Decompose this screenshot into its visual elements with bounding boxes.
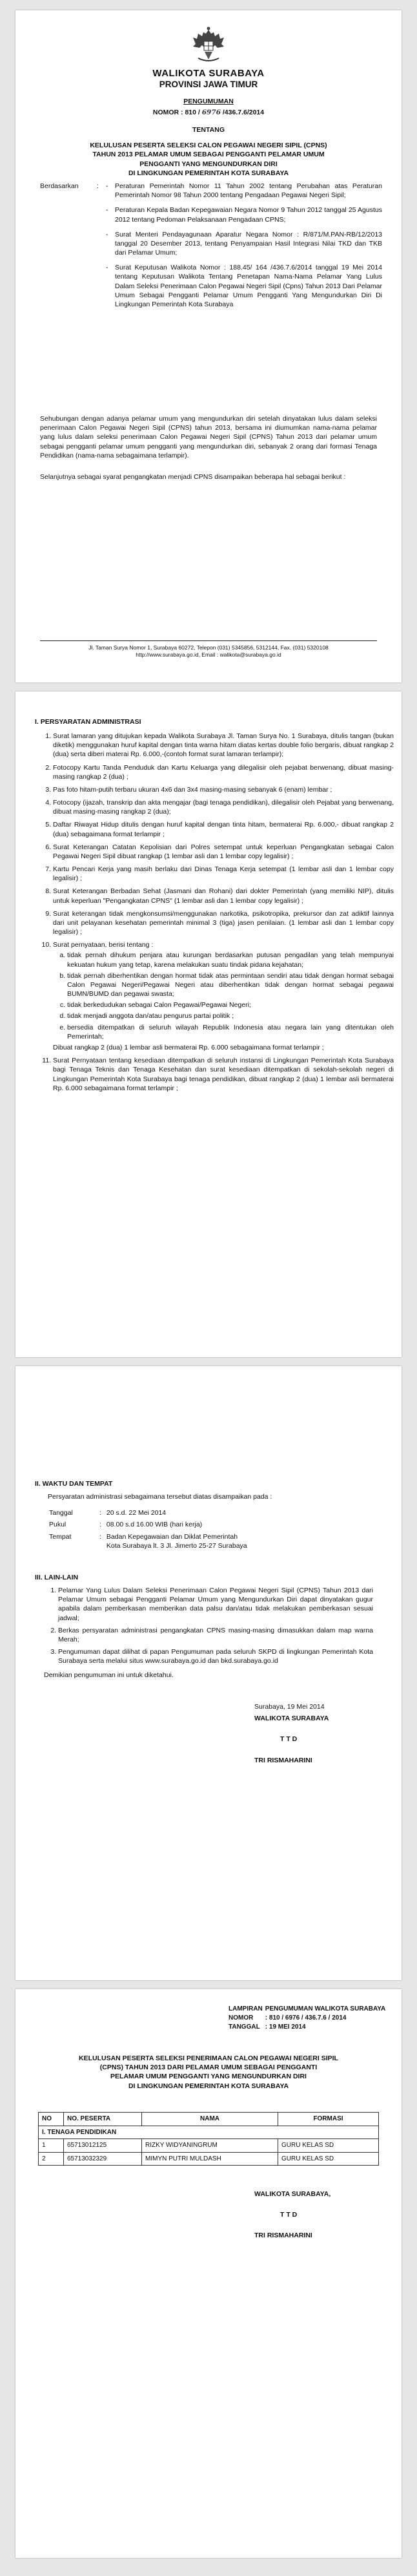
section-title-requirements: I. PERSYARATAN ADMINISTRASI xyxy=(35,718,141,726)
sub-item: c. tidak berkedudukan sebagai Calon Pegawai/Pegawai Negeri; xyxy=(67,1000,394,1009)
attachment-header: LAMPIRAN PENGUMUMAN WALIKOTA SURABAYA NOMOR : 810 / 6976 / 436.7.6 / 2014 TANGGAL : 19 MEI 2014 xyxy=(229,2005,386,2031)
results-table: NO NO. PESERTA NAMA FORMASI I. TENAGA PENDIDIKAN 1 65713012125 RIZKY WIDYANINGRUM GURU KELAS SD 2 65713032329 MIMYN PUTRI MULDASH GURU KELAS SD xyxy=(38,2112,379,2166)
section-title-misc: III. LAIN-LAIN xyxy=(35,1574,79,1581)
page-1 xyxy=(15,10,402,682)
sig-place-date: Surabaya, 19 Mei 2014 xyxy=(254,1703,325,1711)
sig-ttd: T T D xyxy=(280,1735,298,1744)
title-line: TAHUN 2013 PELAMAR UMUM SEBAGAI PENGGANTI PELAMAR UMUM xyxy=(92,151,325,159)
about-label: TENTANG xyxy=(192,126,225,134)
section-title-time-place: II. WAKTU DAN TEMPAT xyxy=(35,1480,113,1488)
footer-divider xyxy=(40,640,377,641)
requirement-item: 2. Fotocopy Kartu Tanda Penduduk dan Kartu Keluarga yang dilegalisir oleh pejabat berwenang, dibuat masing-masing rangkap 2 (dua) ; xyxy=(53,763,394,781)
announcement-number: NOMOR : 810 / 6976 /436.7.6/2014 xyxy=(152,109,265,117)
group-row: I. TENAGA PENDIDIKAN xyxy=(39,2126,379,2139)
considering-item: Surat Keputusan Walikota Nomor : 188.45/ 164 /436.7.6/2014 tanggal 19 Mei 2014 tentang Keputusan Walikota Tentang Penetapan Nama-Nama Pelamar Yang Lulus Dalam Seleksi Penerimaan Calon Pegawai Negeri Sipil (Cpns) Tahun 2013 Dari Pelamar Umum Sebagai Pengganti Pelamar Umum Pengganti Yang Mengundurkan Diri Di Lingkungan Pemerintah Kota Surabaya xyxy=(115,264,382,308)
requirements-list xyxy=(35,732,394,1097)
requirement-item: 3. Pas foto hitam-putih terbaru ukuran 4x6 dan 3x4 masing-masing sebanyak 6 (enam) lembar ; xyxy=(53,785,394,794)
sub-note: Dibuat rangkap 2 (dua) 1 lembar asli bermaterai Rp. 6.000 sebagaimana format terlampir ; xyxy=(53,1043,324,1051)
requirement-item: 6. Surat Keterangan Catatan Kepolisian dari Polres setempat untuk keperluan Pengangkatan sebagai Calon Pegawai Negeri Sipil dibuat rangkap (1 lembar asli dan 1 lembar copy legalisir) ; xyxy=(53,843,394,861)
statement-sub-list xyxy=(53,951,394,1041)
footer-address: Jl. Taman Surya Nomor 1, Surabaya 60272, Telepon (031) 5345856, 5312144, Fax. (031) 5320108 http://www.surabaya.go.id, Email : walikota@surabaya.go.id xyxy=(88,644,329,659)
garuda-emblem-icon xyxy=(190,26,227,65)
section2-body xyxy=(48,1492,371,1552)
sig-name: TRI RISMAHARINI xyxy=(254,1756,312,1764)
title-block xyxy=(54,125,363,178)
header-city: WALIKOTA SURABAYA xyxy=(152,68,265,79)
misc-item: 1. Pelamar Yang Lulus Dalam Seleksi Penerimaan Calon Pegawai Negeri Sipil (CPNS) Tahun 2013 dari Pelamar Umum sebagai Pengganti Pelamar Umum yang Mengundurkan Diri dapat dinyatakan gugur apabila dalam pemberkasan memberikan data palsu dan/atau tidak melakukan pemberkasan sesuai jadwal; xyxy=(58,1586,373,1623)
sub-item: a. tidak pernah dihukum penjara atau kurungan berdasarkan putusan pengadilan yang telah mempunyai kekuatan hukum yang tetap, karena melakukan suatu tindak pidana kejahatan; xyxy=(67,951,394,969)
requirement-item: 7. Kartu Pencari Kerja yang masih berlaku dari Dinas Tenaga Kerja setempat (1 lembar asli dan 1 lembar copy legalisir) ; xyxy=(53,865,394,883)
page-3 xyxy=(15,1366,402,1980)
sub-item: b. tidak pernah diberhentikan dengan hormat tidak atas permintaan sendiri atau tidak dengan hormat sebagai Calon Pegawai Negeri/Pegawai Negeri atau diberhentikan tidak dengan hormat sebagai pegawai BUMN/BUMD dan pegawai swasta; xyxy=(67,971,394,999)
sig-title: WALIKOTA SURABAYA, xyxy=(254,2190,331,2198)
announcement-label: PENGUMUMAN xyxy=(183,98,234,105)
considering-section: Berdasarkan : - Peraturan Pemerintah Nomor 11 Tahun 2002 tentang Perubahan atas Peraturan Pemerintah Nomor 98 Tahun 2000 tentang Pengadaan Pegawai Negeri Sipil; - Peraturan Kepala Badan Kepegawaian Negara Nomor 9 Tahun 2012 tanggal 25 Agustus 2012 tentang Pedoman Pelaksanaan Pengadaan CPNS; - Surat Menteri Pendayagunaan Aparatur Negara Nomor : R/871/M.PAN-RB/12/2013 tanggal 20 Desember 2013, tentang Penyampaian Hasil Integrasi Nilai TKD dan TKB dari Pelamar Umum; - Surat Keputusan Walikota Nomor : 188.45/ 164 /436.7.6/2014 tanggal 19 Mei 2014 tentang Keputusan Walikota Tentang Penetapan Nama-Nama Pelamar Yang Lulus Dalam Seleksi Penerimaan Calon Pegawai Negeri Sipil (Cpns) Tahun 2013 Dari Pelamar Umum Sebagai Pengganti Pelamar Umum Pengganti Yang Mengundurkan Diri Di Lingkungan Pemerintah Kota Surabaya xyxy=(40,182,382,315)
sig-title: WALIKOTA SURABAYA xyxy=(254,1715,329,1723)
section3-body xyxy=(44,1586,373,1680)
header-province: PROVINSI JAWA TIMUR xyxy=(159,79,258,89)
sig-name: TRI RISMAHARINI xyxy=(254,2232,312,2240)
requirement-item-statement: 10. Surat pernyataan, berisi tentang : a. tidak pernah dihukum penjara atau kurungan berdasarkan putusan pengadilan yang telah mempunyai kekuatan hukum yang tetap, karena melakukan suatu tindak pidana kejahatan; b. tidak pernah diberhentikan dengan hormat tidak atas permintaan sendiri atau tidak dengan hormat sebagai Calon Pegawai Negeri/Pegawai Negeri atau diberhentikan tidak dengan hormat sebagai pegawai BUMN/BUMD dan pegawai swasta; c. tidak berkedudukan sebagai Calon Pegawai/Pegawai Negeri; d. tidak menjadi anggota dan/atau pengurus partai politik ; e. bersedia ditempatkan di seluruh wilayah Republik Indonesia atau negara lain yang ditentukan oleh Pemerintah; Dibuat rangkap 2 (dua) 1 lembar asli bermaterai Rp. 6.000 sebagaimana format terlampir ; xyxy=(53,940,394,1052)
attachment-signature xyxy=(254,2190,331,2241)
requirement-item: 4. Fotocopy (ijazah, transkrip dan akta mengajar (bagi tenaga pendidikan), dilegalisir oleh Pejabat yang berwenang, dibuat masing-masing rangkap 2 (dua); xyxy=(53,798,394,816)
considering-item: Surat Menteri Pendayagunaan Aparatur Negara Nomor : R/871/M.PAN-RB/12/2013 tanggal 20 Desember 2013, tentang Penyampaian Hasil Integrasi Nilai TKD dan TKB dari Pelamar Umum; xyxy=(115,230,382,257)
section2-intro: Persyaratan administrasi sebagaimana tersebut diatas disampaikan pada : xyxy=(48,1493,272,1501)
requirement-item: 11. Surat Pernyataan tentang kesediaan ditempatkan di seluruh instansi di Lingkungan Pemerintah Kota Surabaya bagi Tenaga Teknis dan Tenaga Kesehatan dan surat kesediaan ditempatkan di sekolah-sekolah negeri di Lingkungan Pemerintah Kota Surabaya bagi tenaga pendidikan, dibuat rangkap 2 (dua) 1 lembar asli bermaterai Rp. 6.000 sebagaimana format terlampir ; xyxy=(53,1056,394,1093)
announcement-block xyxy=(15,97,402,117)
title-line: DI LINGKUNGAN PEMERINTAH KOTA SURABAYA xyxy=(128,169,289,177)
handwritten-number: 6976 xyxy=(201,109,221,117)
attachment-title: KELULUSAN PESERTA SELEKSI PENERIMAAN CALON PEGAWAI NEGERI SIPIL (CPNS) TAHUN 2013 DARI PELAMAR UMUM SEBAGAI PENGGANTI PELAMAR UMUM PENGGANTI YANG MENGUNDURKAN DIRI DI LINGKUNGAN PEMERINTAH KOTA SURABAYA xyxy=(79,2054,338,2090)
misc-list xyxy=(44,1586,373,1665)
sub-item: d. tidak menjadi anggota dan/atau pengurus partai politik ; xyxy=(67,1011,394,1020)
closing-text: Demikian pengumuman ini untuk diketahui. xyxy=(44,1671,174,1680)
results-table-wrap xyxy=(38,2112,379,2166)
requirement-item: 8. Surat Keterangan Berbadan Sehat (Jasmani dan Rohani) dari dokter Pemerintah (yang memiliki NIP), ditulis untuk keperluan "Pengangkatan CPNS" (1 lembar asli dan 1 lembar copy legalisir) ; xyxy=(53,887,394,905)
requirement-item: 5. Daftar Riwayat Hidup ditulis dengan huruf kapital dengan tinta hitam, bermaterai Rp. 6.000,- dibuat rangkap 2 (dua) sebagaimana format terlampir ; xyxy=(53,820,394,838)
sub-item: e. bersedia ditempatkan di seluruh wilayah Republik Indonesia atau negara lain yang ditentukan oleh Pemerintah; xyxy=(67,1023,394,1041)
considering-item: Peraturan Kepala Badan Kepegawaian Negara Nomor 9 Tahun 2012 tanggal 25 Agustus 2012 tentang Pedoman Pelaksanaan Pengadaan CPNS; xyxy=(115,206,382,224)
considering-label: Berdasarkan xyxy=(40,182,79,190)
title-line: PENGGANTI YANG MENGUNDURKAN DIRI xyxy=(139,160,278,168)
table-row: 1 65713012125 RIZKY WIDYANINGRUM GURU KELAS SD xyxy=(39,2139,379,2153)
page-2 xyxy=(15,692,402,1357)
title-line: KELULUSAN PESERTA SELEKSI CALON PEGAWAI NEGERI SIPIL (CPNS) xyxy=(90,142,327,150)
paragraph-intro: Sehubungan dengan adanya pelamar umum yang mengundurkan diri setelah dinyatakan lulus dalam seleksi penerimaan Calon Pegawai Negeri Sipil (CPNS) tahun 2013, bersama ini diumumkan nama-nama pelamar yang lulus dalam seleksi penerimaan Calon Pegawai Negeri Sipil (CPNS) Tahun 2013 dari pelamar umum sebagai pengganti pelamar umum pengganti yang mengundurkan diri, sebanyak 2 orang dari formasi Tenaga Pendidikan (nama-nama sebagaimana terlampir). xyxy=(40,415,377,459)
table-row: 2 65713032329 MIMYN PUTRI MULDASH GURU KELAS SD xyxy=(39,2152,379,2166)
misc-item: 3. Pengumuman dapat dilihat di papan Pengumuman pada seluruh SKPD di lingkungan Pemerintah Kota Surabaya serta melalui situs www.surabaya.go.id dan bkd.surabaya.go.id xyxy=(58,1647,373,1665)
paragraph-requirements-intro: Selanjutnya sebagai syarat pengangkatan menjadi CPNS disampaikan beberapa hal sebagai berikut : xyxy=(40,473,346,481)
considering-item: Peraturan Pemerintah Nomor 11 Tahun 2002 tentang Perubahan atas Peraturan Pemerintah Nomor 98 Tahun 2000 tentang Pengadaan Pegawai Negeri Sipil; xyxy=(115,182,382,200)
signature-block xyxy=(254,1702,329,1765)
requirement-item: 9. Surat keterangan tidak mengkonsumsi/menggunakan narkotika, psikotropika, prekursor dan zat adiktif lainnya dari unit pelayanan kesehatan pemerintah minimal 3 (tiga) jasen penilaian. (1 lembar asli dan 1 lembar copy legalisir) ; xyxy=(53,909,394,937)
sig-ttd: T T D xyxy=(280,2211,298,2219)
requirement-item: 1. Surat lamaran yang ditujukan kepada Walikota Surabaya Jl. Taman Surya No. 1 Surabaya, ditulis tangan (bukan diketik) menggunakan huruf kapital dengan tinta warna hitam diatas kertas double folio bergaris, dibuat rangkap 2 (dua) serta diberi materai Rp. 6.000,-(contoh format surat lamaran terlampir); xyxy=(53,732,394,759)
schedule-table: Tanggal : 20 s.d. 22 Mei 2014 Pukul : 08.00 s.d 16.00 WIB (hari kerja) Tempat : Badan Kepegawaian dan Diklat Pemerintah Kota Surabaya lt. 3 Jl. Jimerto 25-27 Surabaya xyxy=(49,1509,247,1550)
misc-item: 2. Berkas persyaratan administrasi pengangkatan CPNS masing-masing dimasukkan dalam map warna Merah; xyxy=(58,1626,373,1644)
page-4 xyxy=(15,1989,402,2558)
